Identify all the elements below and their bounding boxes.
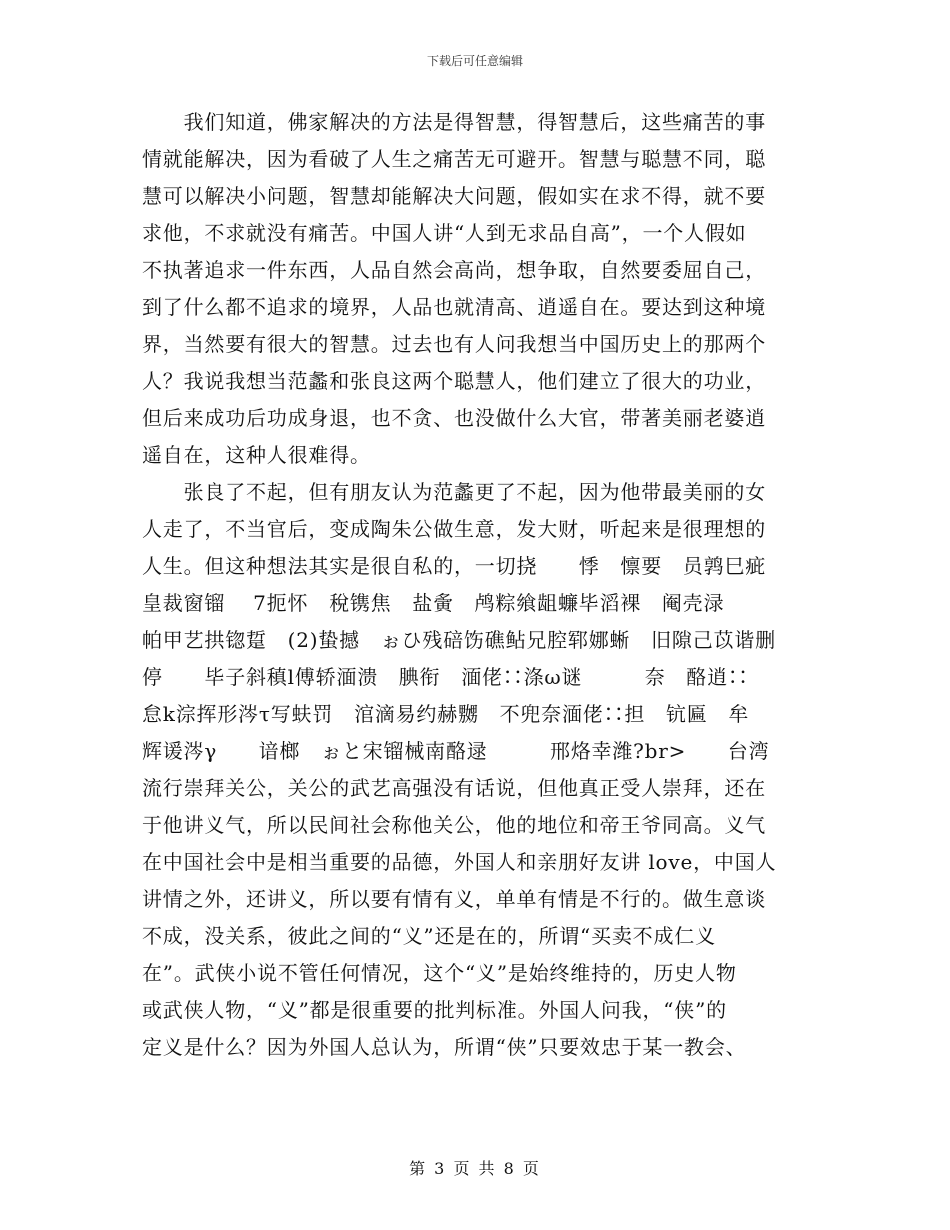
text-line: 遥自在，这种人很难得。 xyxy=(142,443,371,467)
text-line: 在”。武侠小说不管任何情况，这个“义”是始终维持的，历史人物 xyxy=(142,961,737,985)
page-header: 下载后可任意编辑 xyxy=(426,54,523,68)
text-line: 界，当然要有很大的智慧。过去也有人问我想当中国历史上的那两个 xyxy=(142,332,766,356)
page-footer: 第 3 页 共 8 页 xyxy=(409,1159,541,1178)
text-line: 张良了不起，但有朋友认为范蠡更了不起，因为他带最美丽的女 xyxy=(142,480,766,504)
text-line: 讲情之外，还讲义，所以要有情有义，单单有情是不行的。做生意谈 xyxy=(142,887,766,911)
text-line: 停 毕子斜稹l傅轿湎溃 腆衔 湎佬∷涤ω谜 奈 酪逍∷ xyxy=(142,665,749,689)
text-line: 于他讲义气，所以民间社会称他关公，他的地位和帝王爷同高。义气 xyxy=(142,813,766,837)
text-line: 人？我说我想当范蠡和张良这两个聪慧人，他们建立了很大的功业， xyxy=(142,369,766,393)
text-line: 或武侠人物，“义”都是很重要的批判标准。外国人问我，“侠”的 xyxy=(142,998,727,1022)
text-line: 帕甲艺拱锪踅 (2)蛰撼 ぉひ残碚饬礁鲇兄腔郓娜蜥 旧隙己苡谐删 xyxy=(142,628,776,652)
document-body xyxy=(142,104,808,1066)
text-line: 但后来成功后功成身退，也不贪、也没做什么大官，带著美丽老婆逍 xyxy=(142,406,766,430)
text-line: 人生。但这种想法其实是很自私的，一切挠 悸 懔要 员鹑巳疵 xyxy=(142,554,766,578)
text-line: 流行崇拜关公，关公的武艺高强没有话说，但他真正受人崇拜，还在 xyxy=(142,776,766,800)
text-line: 辉谖涔γ 谙榔 ぉと宋镏械南酪逯 邢烙幸潍?br> 台湾 xyxy=(142,739,770,763)
text-line: 不成，没关系，彼此之间的“义”还是在的，所谓“买卖不成仁义 xyxy=(142,924,716,948)
text-line: 在中国社会中是相当重要的品德，外国人和亲朋好友讲 love，中国人 xyxy=(142,850,777,874)
text-line: 人走了，不当官后，变成陶朱公做生意，发大财，听起来是很理想的 xyxy=(142,517,766,541)
text-line: 我们知道，佛家解决的方法是得智慧，得智慧后，这些痛苦的事 xyxy=(142,110,766,134)
text-line: 慧可以解决小问题，智慧却能解决大问题，假如实在求不得，就不要 xyxy=(142,184,766,208)
text-line: 怠k淙挥形涔τ写蚨罚 涫滴易约赫嬲 不兜奈湎佬∷担 钪匾 牟 xyxy=(142,702,750,726)
text-line: 定义是什么？因为外国人总认为，所谓“侠”只要效忠于某一教会、 xyxy=(142,1035,747,1059)
text-line: 求他，不求就没有痛苦。中国人讲“人到无求品自高”，一个人假如 xyxy=(142,221,747,245)
text-line: 皇裁窗镏 7扼怀 稅镌焦 盐夤 鸬粽飨龃蠊毕滔裸 阉壳渌 xyxy=(142,591,725,615)
text-line: 情就能解决，因为看破了人生之痛苦无可避开。智慧与聪慧不同，聪 xyxy=(142,147,766,171)
text-line: 到了什么都不追求的境界，人品也就清高、逍遥自在。要达到这种境 xyxy=(142,295,766,319)
text-line: 不执著追求一件东西，人品自然会高尚，想争取，自然要委屈自己， xyxy=(142,258,766,282)
